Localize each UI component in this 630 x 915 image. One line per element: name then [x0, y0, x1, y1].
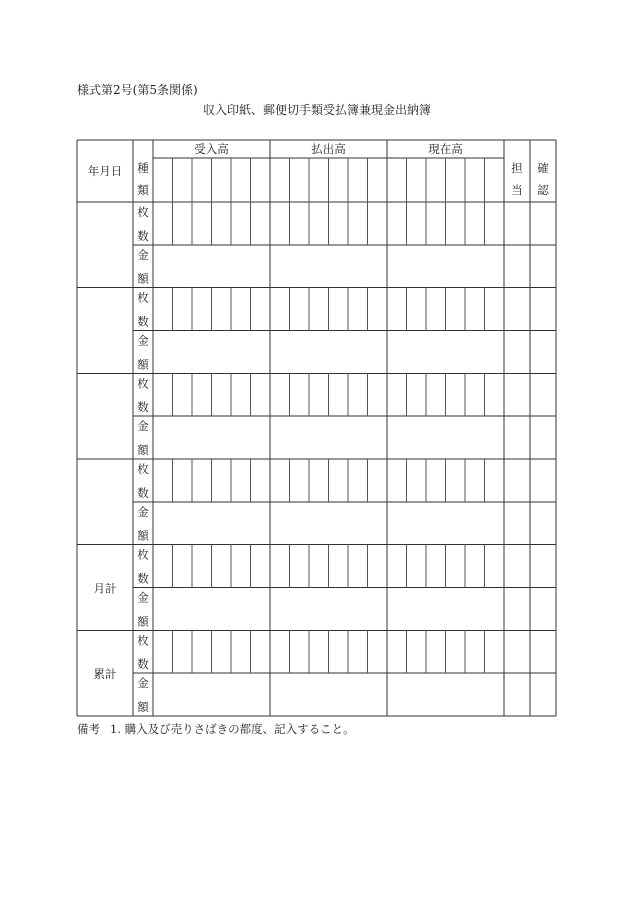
amount-label-top: 金 [137, 247, 149, 262]
amount-label-bottom: 額 [137, 357, 149, 372]
amount-label-top: 金 [137, 333, 149, 348]
count-label-top: 枚 [137, 376, 149, 391]
type-label-bottom: 類 [137, 183, 149, 197]
type-label-top: 種 [137, 161, 149, 175]
remarks-item: 1. 購入及び売りさばきの都度、記入すること。 [110, 722, 355, 736]
date-header: 年月日 [87, 164, 123, 178]
form-number-label: 様式第2号(第5条関係) [77, 83, 198, 97]
count-label-bottom: 数 [137, 314, 149, 329]
count-label-bottom: 数 [137, 400, 149, 415]
confirm-label-bottom: 認 [537, 183, 549, 197]
group-header-1: 払出高 [311, 142, 346, 156]
amount-label-bottom: 額 [137, 528, 149, 543]
document-title: 収入印紙、郵便切手類受払簿兼現金出納簿 [202, 103, 431, 117]
row-label-4: 月計 [93, 581, 117, 596]
count-label-top: 枚 [137, 547, 149, 562]
row-label-5: 累計 [93, 667, 117, 682]
count-label-bottom: 数 [137, 657, 149, 672]
count-label-bottom: 数 [137, 485, 149, 500]
count-label-bottom: 数 [137, 228, 149, 243]
staff-label-top: 担 [511, 161, 523, 175]
amount-label-bottom: 額 [137, 614, 149, 629]
amount-label-bottom: 額 [137, 271, 149, 286]
amount-label-top: 金 [137, 419, 149, 434]
remarks-label: 備考 [77, 722, 100, 736]
amount-label-top: 金 [137, 590, 149, 605]
group-header-2: 現在高 [428, 142, 463, 156]
amount-label-bottom: 額 [137, 700, 149, 714]
staff-label-bottom: 当 [511, 183, 523, 197]
count-label-top: 枚 [137, 290, 149, 305]
count-label-top: 枚 [137, 462, 149, 476]
amount-label-bottom: 額 [137, 443, 149, 457]
count-label-top: 枚 [137, 205, 149, 219]
amount-label-top: 金 [137, 504, 149, 519]
group-header-0: 受入高 [194, 142, 229, 156]
count-label-top: 枚 [137, 633, 149, 648]
count-label-bottom: 数 [137, 571, 149, 586]
confirm-label-top: 確 [537, 161, 549, 175]
remarks [77, 721, 365, 737]
amount-label-top: 金 [137, 676, 149, 691]
